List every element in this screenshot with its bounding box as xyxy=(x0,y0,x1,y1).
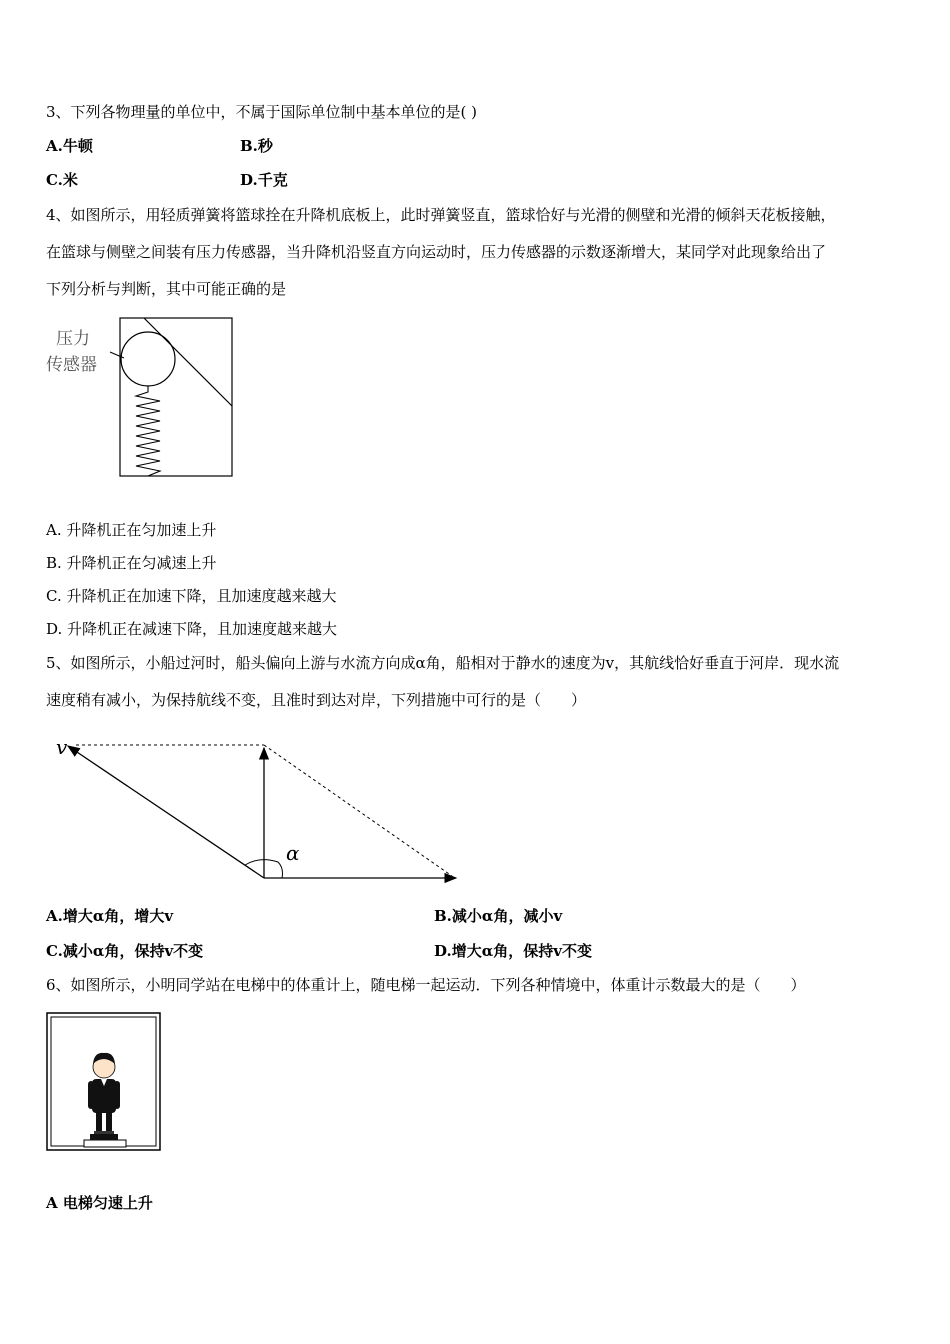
q4-elevator-figure xyxy=(40,312,280,482)
q6-option-a[interactable]: A 电梯匀速上升 xyxy=(46,1194,153,1212)
q4-stem-line-2: 在篮球与侧壁之间装有压力传感器，当升降机沿竖直方向运动时，压力传感器的示数逐渐增大，某同学对此现象给出了 xyxy=(46,243,827,261)
q6-weighing-scale xyxy=(84,1140,126,1147)
q5-option-d[interactable]: D.增大α角，保持v不变 xyxy=(434,942,592,960)
q5-label-alpha: α xyxy=(286,841,300,865)
q3-option-b[interactable]: B.秒 xyxy=(240,137,273,155)
q5-option-c[interactable]: C.减小α角，保持v不变 xyxy=(46,942,204,960)
q6-person-icon xyxy=(88,1053,120,1140)
q4-figure-label-sensor: 传感器 xyxy=(46,355,97,374)
q4-spring xyxy=(136,386,160,476)
q3-stem: 3、下列各物理量的单位中，不属于国际单位制中基本单位的是( ) xyxy=(46,103,478,121)
q4-option-d[interactable]: D. 升降机正在减速下降，且加速度越来越大 xyxy=(46,620,338,638)
q5-velocity-figure xyxy=(48,728,478,888)
q5-velocity-v-arrow xyxy=(68,746,264,878)
q4-stem-line-3: 下列分析与判断，其中可能正确的是 xyxy=(46,280,287,298)
q4-option-b[interactable]: B. 升降机正在匀减速上升 xyxy=(46,554,217,572)
q5-option-b[interactable]: B.减小α角，减小v xyxy=(434,907,563,925)
q6-elevator-figure xyxy=(46,1012,162,1152)
q5-option-a[interactable]: A.增大α角，增大v xyxy=(46,907,174,925)
q4-basketball xyxy=(121,332,175,386)
q4-option-a[interactable]: A. 升降机正在匀加速上升 xyxy=(46,521,217,539)
q4-option-c[interactable]: C. 升降机正在加速下降，且加速度越来越大 xyxy=(46,587,337,605)
q5-label-v: v xyxy=(56,735,68,759)
q3-option-c[interactable]: C.米 xyxy=(46,171,78,189)
q3-option-a[interactable]: A.牛顿 xyxy=(46,137,93,155)
q6-stem: 6、如图所示，小明同学站在电梯中的体重计上，随电梯一起运动．下列各种情境中，体重计示数最大的是（ ） xyxy=(46,976,806,994)
q4-elevator-box xyxy=(120,318,232,476)
q5-stem-line-2: 速度稍有减小，为保持航线不变，且准时到达对岸，下列措施中可行的是（ ） xyxy=(46,691,587,709)
q3-option-d[interactable]: D.千克 xyxy=(240,171,288,189)
q4-stem-line-1: 4、如图所示，用轻质弹簧将篮球拴在升降机底板上，此时弹簧竖直，篮球恰好与光滑的侧壁和光滑的倾斜天花板接触， xyxy=(46,206,836,224)
q5-stem-line-1: 5、如图所示，小船过河时，船头偏向上游与水流方向成α角，船相对于静水的速度为v，其航线恰好垂直于河岸．现水流 xyxy=(46,654,840,672)
q4-inclined-ceiling xyxy=(144,318,232,406)
q4-figure-label-pressure: 压力 xyxy=(56,329,90,348)
